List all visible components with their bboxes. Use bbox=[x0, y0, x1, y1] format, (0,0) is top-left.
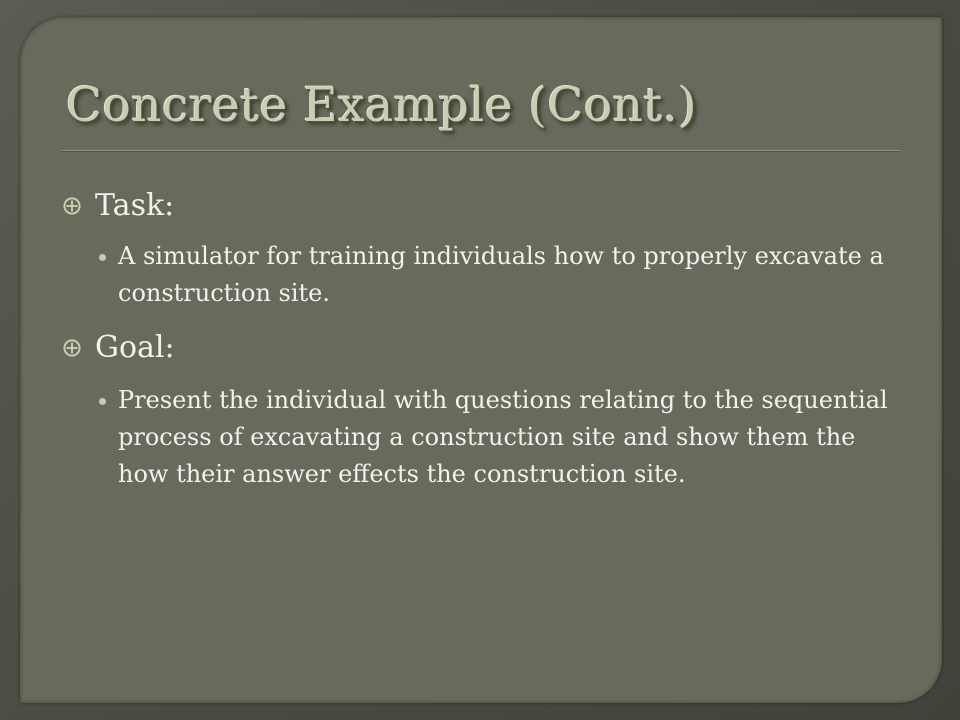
circled-cross-bullet-icon bbox=[62, 196, 82, 216]
slide-title: Concrete Example (Cont.) bbox=[66, 78, 698, 133]
bullet-text: Present the individual with questions relating to the sequential process of excavating a construction site and show them the how their answer effects the construction site. bbox=[118, 386, 888, 488]
section-heading-task bbox=[62, 186, 902, 226]
bullet-item bbox=[118, 238, 902, 312]
section-heading-goal bbox=[62, 328, 902, 368]
bullet-text: A simulator for training individuals how to properly excavate a construction site. bbox=[118, 242, 884, 307]
bullet-dot-icon bbox=[99, 254, 106, 261]
title-underline bbox=[62, 150, 900, 151]
section-heading-label: Task: bbox=[95, 188, 175, 223]
section-heading-label: Goal: bbox=[95, 330, 175, 365]
circled-cross-bullet-icon bbox=[62, 338, 82, 358]
bullet-dot-icon bbox=[99, 398, 106, 405]
bullet-item bbox=[118, 382, 902, 493]
slide-body bbox=[62, 186, 902, 493]
